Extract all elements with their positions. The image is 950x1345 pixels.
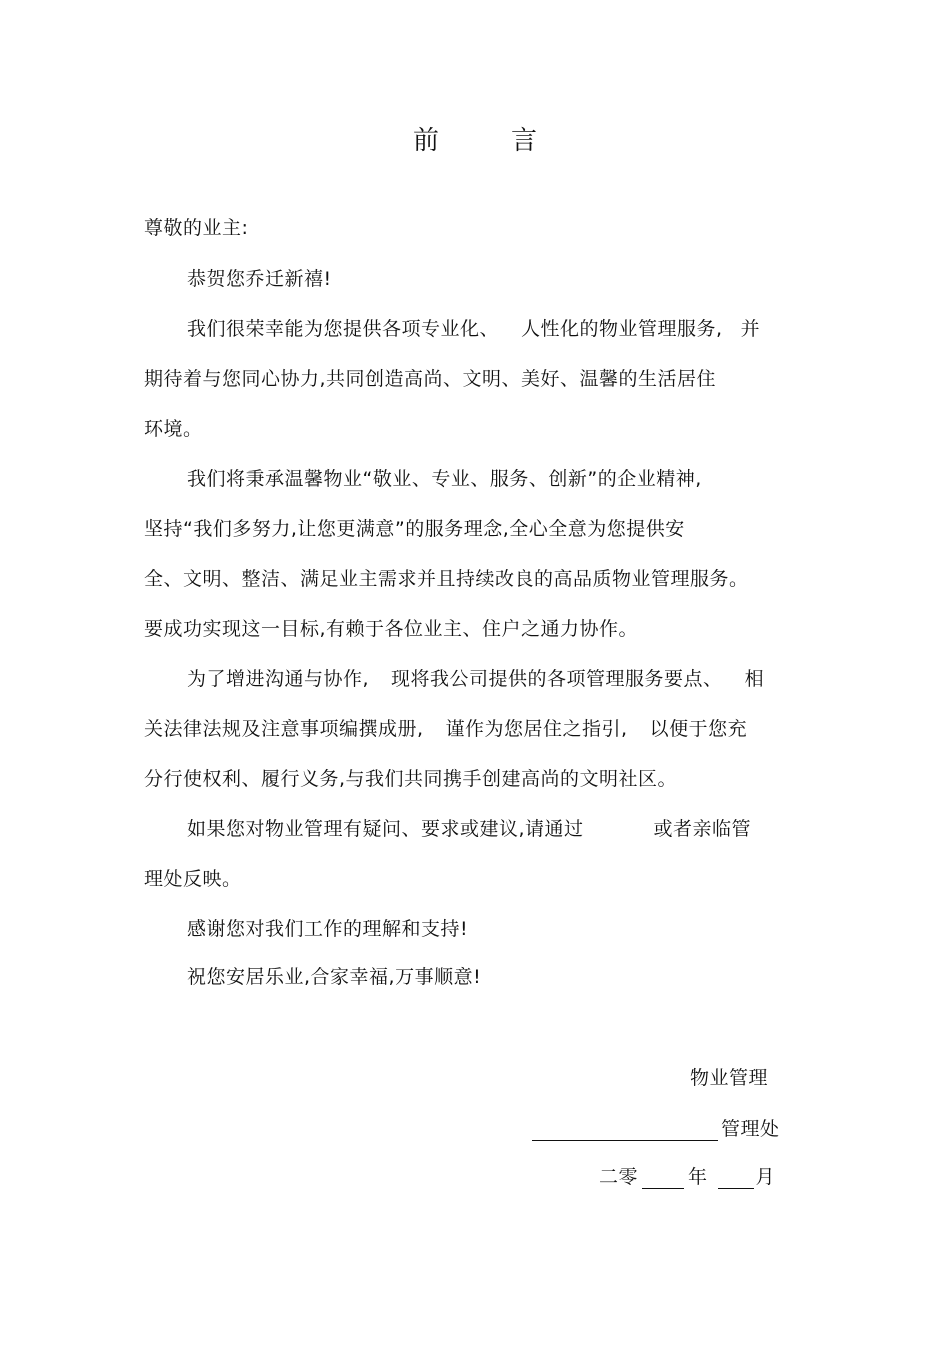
page-title	[0, 120, 950, 157]
congrats-line: 恭贺您乔迁新禧!	[187, 268, 332, 290]
paragraph-2-line-3: 全、文明、整洁、满足业主需求并且持续改良的高品质物业管理服务。	[144, 568, 749, 590]
title-char-1: 前	[412, 126, 439, 156]
year-label: 年	[688, 1166, 708, 1188]
paragraph-1-line-2: 期待着与您同心协力,共同创造高尚、文明、美好、温馨的生活居住	[144, 368, 717, 390]
title-char-2: 言	[511, 126, 538, 156]
paragraph-2-line-2: 坚持“我们多努力,让您更满意”的服务理念,全心全意为您提供安	[144, 518, 685, 540]
paragraph-3-line-2	[144, 717, 747, 741]
thanks-line: 感谢您对我们工作的理解和支持!	[187, 918, 469, 940]
paragraph-2-line-1: 我们将秉承温馨物业“敬业、专业、服务、创新”的企业精神,	[187, 468, 702, 490]
office-name-blank	[532, 1120, 718, 1141]
p4-l1-part-b: 或者亲临管	[653, 818, 752, 840]
paragraph-1-line-3: 环境。	[144, 418, 203, 440]
paragraph-2-line-4: 要成功实现这一目标,有赖于各位业主、住户之通力协作。	[144, 618, 639, 640]
wishes-line: 祝您安居乐业,合家幸福,万事顺意!	[187, 966, 482, 988]
paragraph-4-line-1	[187, 817, 751, 841]
p1-l1-part-a: 我们很荣幸能为您提供各项专业化、	[187, 318, 500, 340]
paragraph-1-line-1	[187, 317, 760, 341]
paragraph-4-line-2: 理处反映。	[144, 868, 242, 890]
p3-l1-part-a: 为了增进沟通与协作,	[187, 668, 370, 690]
signature-date-line	[599, 1165, 775, 1189]
signature-office-line	[532, 1117, 780, 1141]
p3-l2-part-b: 谨作为您居住之指引,	[445, 718, 628, 740]
date-prefix: 二零	[599, 1166, 639, 1188]
year-blank	[642, 1168, 684, 1189]
month-blank	[718, 1168, 754, 1189]
paragraph-3-line-1	[187, 667, 764, 691]
p3-l2-part-a: 关法律法规及注意事项编撰成册,	[144, 718, 424, 740]
p1-l1-part-c: 并	[740, 318, 761, 340]
signature-office: 管理处	[721, 1118, 780, 1140]
p3-l1-part-b: 现将我公司提供的各项管理服务要点、	[391, 668, 723, 690]
greeting: 尊敬的业主:	[144, 217, 249, 239]
paragraph-3-line-3: 分行使权利、履行义务,与我们共同携手创建高尚的文明社区。	[144, 768, 678, 790]
p3-l2-part-c: 以便于您充	[649, 718, 748, 740]
p3-l1-part-c: 相	[744, 668, 765, 690]
signature-org: 物业管理	[690, 1067, 769, 1089]
p1-l1-part-b: 人性化的物业管理服务,	[521, 318, 723, 340]
p4-l1-part-a: 如果您对物业管理有疑问、要求或建议,请通过	[187, 818, 584, 840]
month-label: 月	[755, 1166, 776, 1188]
